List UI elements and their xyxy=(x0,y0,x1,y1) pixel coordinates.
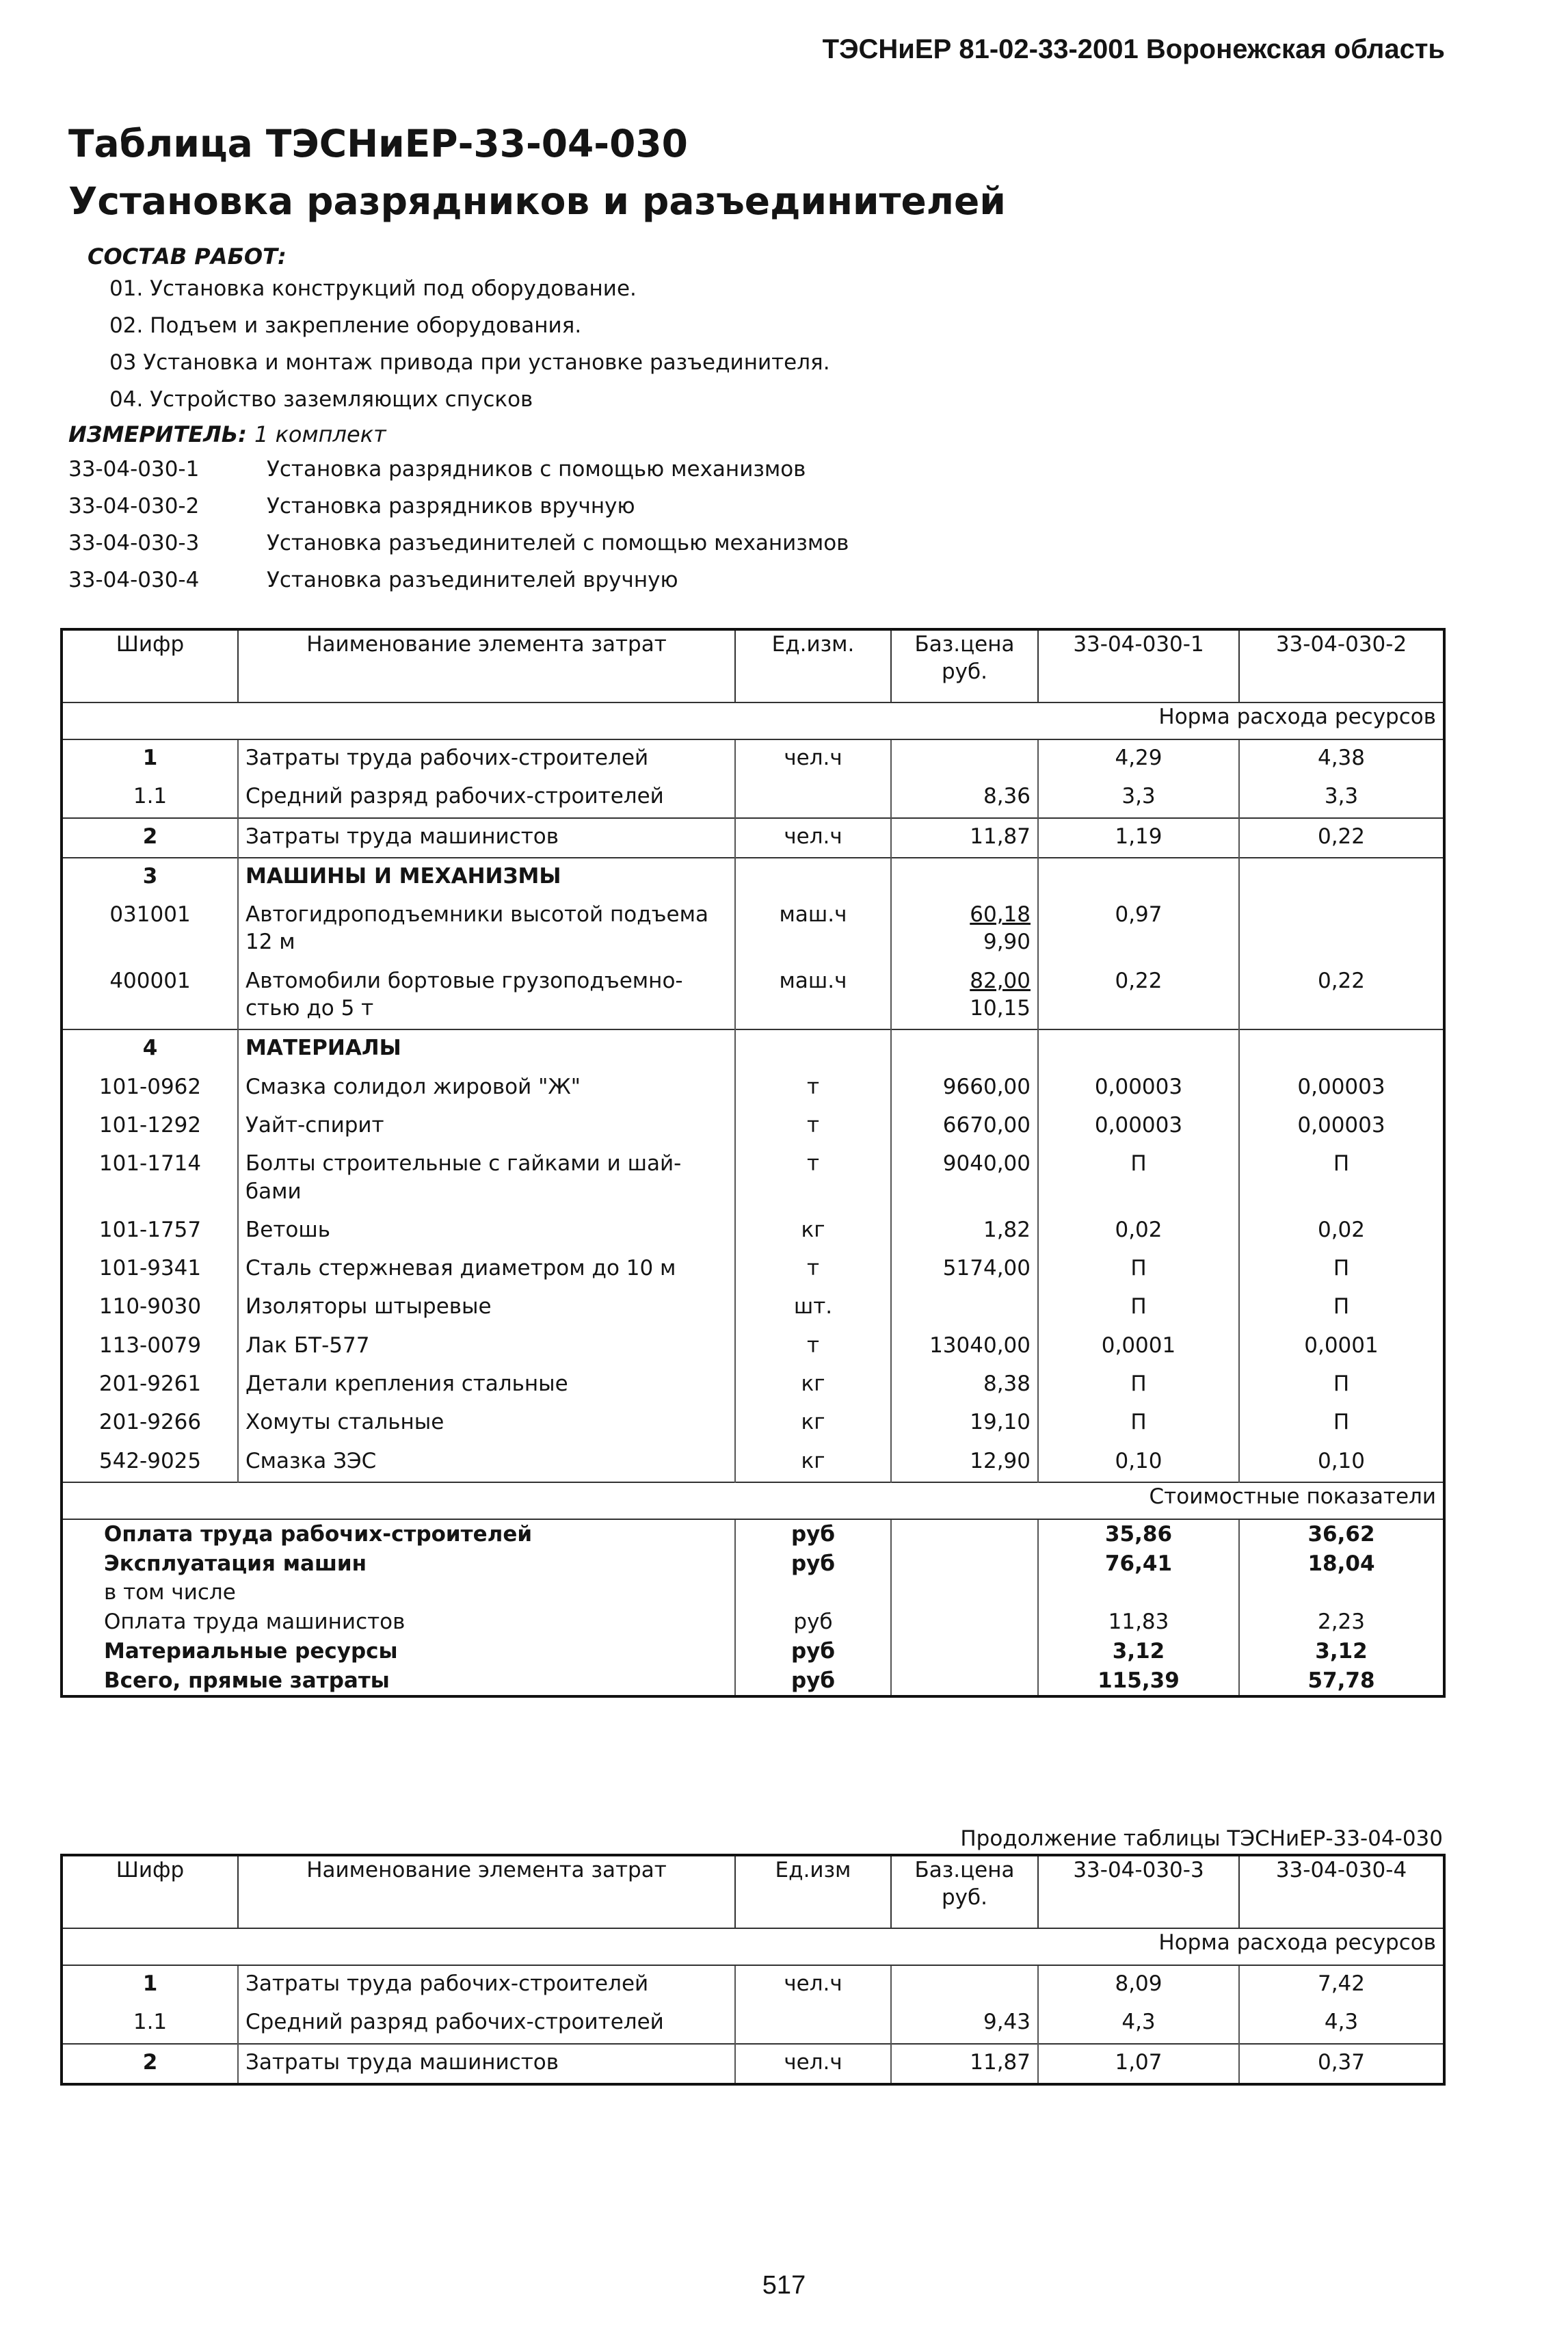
row-price: 19,10 xyxy=(891,1404,1038,1443)
total-row xyxy=(62,1549,1444,1579)
table-row xyxy=(62,1328,1444,1366)
page-number: 517 xyxy=(762,2271,806,2300)
row-value-1 xyxy=(1038,858,1239,897)
row-value-1: П xyxy=(1038,1289,1239,1327)
row-price: 9660,00 xyxy=(891,1069,1038,1107)
total-row xyxy=(62,1607,1444,1637)
total-price xyxy=(891,1666,1038,1697)
row-value-1: 0,00003 xyxy=(1038,1069,1239,1107)
total-value-2: 2,23 xyxy=(1239,1607,1444,1637)
total-value-1: 11,83 xyxy=(1038,1607,1239,1637)
total-name: Эксплуатация машин xyxy=(104,1551,367,1576)
row-unit: кг xyxy=(735,1443,891,1482)
total-name: Оплата труда рабочих-строителей xyxy=(104,1521,533,1547)
row-name: Лак БТ-577 xyxy=(238,1328,735,1366)
cost-caption: Стоимостные показатели xyxy=(62,1482,1444,1519)
row-name: МАТЕРИАЛЫ xyxy=(238,1029,735,1068)
row-price: 6670,00 xyxy=(891,1107,1038,1146)
row-price: 11,87 xyxy=(891,818,1038,858)
code-id: 33-04-030-2 xyxy=(68,494,200,518)
total-value-2: 3,12 xyxy=(1239,1637,1444,1666)
row-unit: т xyxy=(735,1328,891,1366)
work-item: 03 Установка и монтаж привода при установке разъединителя. xyxy=(109,350,830,375)
row-unit: чел.ч xyxy=(735,818,891,858)
row-price: 1,82 xyxy=(891,1212,1038,1250)
row-value-1: 0,22 xyxy=(1038,963,1239,1030)
section-row-materials xyxy=(62,1029,1444,1068)
row-value-1: 4,29 xyxy=(1038,739,1239,778)
row-unit xyxy=(735,1029,891,1068)
row-price: 13040,00 xyxy=(891,1328,1038,1366)
row-name: Средний разряд рабочих-строителей xyxy=(238,778,735,817)
total-value-1: 3,12 xyxy=(1038,1637,1239,1666)
total-value-2: 36,62 xyxy=(1239,1519,1444,1549)
table-row xyxy=(62,818,1444,858)
row-name: Болты строительные с гайками и шай-бами xyxy=(238,1146,735,1212)
row-code: 101-1757 xyxy=(98,1217,202,1242)
row-price xyxy=(891,963,1038,1030)
row-value-2: 0,22 xyxy=(1239,963,1444,1030)
table-row xyxy=(62,1289,1444,1327)
work-item: 01. Установка конструкций под оборудование. xyxy=(109,276,637,301)
col-header-code-4: 33-04-030-4 xyxy=(1239,1855,1444,1928)
col-header-name: Наименование элемента затрат xyxy=(238,629,735,702)
table-row xyxy=(62,1404,1444,1443)
row-price xyxy=(891,1289,1038,1327)
row-price: 9040,00 xyxy=(891,1146,1038,1212)
row-value-1: 4,3 xyxy=(1038,2004,1239,2043)
total-name: Материальные ресурсы xyxy=(104,1638,398,1664)
resource-table-2 xyxy=(60,1854,1446,2086)
col-header-code-3: 33-04-030-3 xyxy=(1038,1855,1239,1928)
code-id: 33-04-030-1 xyxy=(68,457,200,482)
row-value-2: 0,02 xyxy=(1239,1212,1444,1250)
table-row xyxy=(62,1212,1444,1250)
row-name: Автогидроподъемники высотой подъема 12 м xyxy=(238,897,735,963)
continuation-caption: Продолжение таблицы ТЭСНиЕР-33-04-030 xyxy=(960,1826,1443,1851)
col-header-code-2: 33-04-030-2 xyxy=(1239,629,1444,702)
work-item: 02. Подъем и закрепление оборудования. xyxy=(109,313,582,338)
table-row xyxy=(62,1250,1444,1289)
table-row xyxy=(62,1146,1444,1212)
row-value-1: П xyxy=(1038,1366,1239,1404)
row-value-2: 7,42 xyxy=(1239,1965,1444,2004)
total-row xyxy=(62,1578,1444,1607)
total-unit: руб xyxy=(735,1519,891,1549)
col-header-unit: Ед.изм. xyxy=(735,629,891,702)
row-price: 8,38 xyxy=(891,1366,1038,1404)
row-code: 2 xyxy=(62,2044,238,2084)
norm-caption-row xyxy=(62,1928,1444,1965)
row-price: 12,90 xyxy=(891,1443,1038,1482)
row-price xyxy=(891,858,1038,897)
row-unit: чел.ч xyxy=(735,2044,891,2084)
row-code: 1 xyxy=(142,746,158,770)
row-name: МАШИНЫ И МЕХАНИЗМЫ xyxy=(238,858,735,897)
table-row xyxy=(62,778,1444,817)
row-name: Затраты труда рабочих-строителей xyxy=(238,1965,735,2004)
row-value-2: 3,3 xyxy=(1239,778,1444,817)
measure-label: ИЗМЕРИТЕЛЬ: xyxy=(68,421,247,447)
col-header-code-1: 33-04-030-1 xyxy=(1038,629,1239,702)
total-price xyxy=(891,1637,1038,1666)
table-header-row xyxy=(62,1855,1444,1928)
total-name: Оплата труда машинистов xyxy=(104,1610,406,1635)
row-value-2: П xyxy=(1239,1146,1444,1212)
total-name: в том числе xyxy=(104,1580,236,1605)
table-row xyxy=(62,2044,1444,2084)
row-code: 542-9025 xyxy=(98,1448,202,1473)
total-value-1: 115,39 xyxy=(1038,1666,1239,1697)
row-unit xyxy=(735,778,891,817)
total-value-2 xyxy=(1239,1578,1444,1607)
row-name: Автомобили бортовые грузоподъемно-стью до 5 т xyxy=(238,963,735,1030)
row-value-1: 8,09 xyxy=(1038,1965,1239,2004)
row-name: Ветошь xyxy=(238,1212,735,1250)
col-header-price: Баз.цена руб. xyxy=(891,629,1038,702)
code-id: 33-04-030-3 xyxy=(68,531,200,555)
price-labor: 10,15 xyxy=(970,996,1031,1021)
row-value-2 xyxy=(1239,897,1444,963)
total-value-1 xyxy=(1038,1578,1239,1607)
row-code: 101-1714 xyxy=(98,1151,202,1177)
row-code: 3 xyxy=(62,858,238,897)
row-value-2: 0,00003 xyxy=(1239,1069,1444,1107)
row-value-1: 1,19 xyxy=(1038,818,1239,858)
row-name: Сталь стержневая диаметром до 10 м xyxy=(238,1250,735,1289)
table-row xyxy=(62,739,1444,778)
row-code: 031001 xyxy=(109,902,191,928)
row-code: 101-0962 xyxy=(98,1074,202,1099)
row-unit xyxy=(735,2004,891,2043)
total-row xyxy=(62,1519,1444,1549)
row-value-2 xyxy=(1239,1029,1444,1068)
col-header-unit: Ед.изм xyxy=(735,1855,891,1928)
total-value-1: 35,86 xyxy=(1038,1519,1239,1549)
row-code: 1.1 xyxy=(133,2010,168,2035)
row-name: Детали крепления стальные xyxy=(238,1366,735,1404)
price-base: 82,00 xyxy=(970,968,1031,993)
row-value-2: 0,37 xyxy=(1239,2044,1444,2084)
row-value-1: 3,3 xyxy=(1038,778,1239,817)
row-code: 4 xyxy=(62,1029,238,1068)
row-value-1: 0,0001 xyxy=(1038,1328,1239,1366)
row-unit: т xyxy=(735,1069,891,1107)
row-value-1: П xyxy=(1038,1250,1239,1289)
table-row xyxy=(62,2004,1444,2043)
row-unit: шт. xyxy=(735,1289,891,1327)
row-unit: чел.ч xyxy=(735,739,891,778)
row-unit: т xyxy=(735,1250,891,1289)
total-unit: руб xyxy=(735,1607,891,1637)
row-code: 400001 xyxy=(109,968,191,993)
resource-table-1 xyxy=(60,628,1446,1698)
row-name: Затраты труда машинистов xyxy=(238,2044,735,2084)
col-header-price: Баз.цена руб. xyxy=(891,1855,1038,1928)
code-desc: Установка разъединителей вручную xyxy=(267,568,678,592)
row-value-2: 4,3 xyxy=(1239,2004,1444,2043)
document-header: ТЭСНиЕР 81-02-33-2001 Воронежская область xyxy=(822,34,1445,64)
total-price xyxy=(891,1549,1038,1579)
table-row xyxy=(62,1366,1444,1404)
row-value-2 xyxy=(1239,858,1444,897)
row-code: 1 xyxy=(142,1971,158,1996)
row-value-2: 4,38 xyxy=(1239,739,1444,778)
row-name: Затраты труда рабочих-строителей xyxy=(238,739,735,778)
measure-unit: 1 комплект xyxy=(254,421,386,447)
row-code: 201-9261 xyxy=(98,1371,202,1397)
row-name: Затраты труда машинистов xyxy=(238,818,735,858)
row-value-2: 0,0001 xyxy=(1239,1328,1444,1366)
row-value-1: П xyxy=(1038,1146,1239,1212)
total-unit: руб xyxy=(735,1666,891,1697)
table-id-title: Таблица ТЭСНиЕР-33-04-030 xyxy=(68,122,688,166)
row-value-2: П xyxy=(1239,1289,1444,1327)
price-base: 60,18 xyxy=(970,902,1031,928)
norm-caption: Норма расхода ресурсов xyxy=(62,702,1444,739)
work-composition-label: СОСТАВ РАБОТ: xyxy=(88,244,287,270)
table-row xyxy=(62,1965,1444,2004)
code-desc: Установка разрядников вручную xyxy=(267,494,635,518)
norm-caption: Норма расхода ресурсов xyxy=(62,1928,1444,1965)
code-desc: Установка разъединителей с помощью механизмов xyxy=(267,531,849,555)
table-row xyxy=(62,1107,1444,1146)
row-value-2: 0,00003 xyxy=(1239,1107,1444,1146)
row-value-1: П xyxy=(1038,1404,1239,1443)
table-row xyxy=(62,897,1444,963)
row-value-1: 0,00003 xyxy=(1038,1107,1239,1146)
code-desc: Установка разрядников с помощью механизмов xyxy=(267,457,806,482)
row-value-1: 0,10 xyxy=(1038,1443,1239,1482)
norm-caption-row xyxy=(62,702,1444,739)
row-price: 5174,00 xyxy=(891,1250,1038,1289)
total-row xyxy=(62,1666,1444,1697)
row-value-2: П xyxy=(1239,1404,1444,1443)
row-value-1: 1,07 xyxy=(1038,2044,1239,2084)
row-code: 101-1292 xyxy=(98,1112,202,1138)
row-price xyxy=(891,1965,1038,2004)
row-code: 1.1 xyxy=(133,784,168,809)
total-unit: руб xyxy=(735,1637,891,1666)
row-value-2: П xyxy=(1239,1366,1444,1404)
table-row xyxy=(62,963,1444,1030)
work-item: 04. Устройство заземляющих спусков xyxy=(109,387,533,412)
row-unit: кг xyxy=(735,1212,891,1250)
row-name: Хомуты стальные xyxy=(238,1404,735,1443)
total-row xyxy=(62,1637,1444,1666)
row-unit: кг xyxy=(735,1404,891,1443)
total-price xyxy=(891,1607,1038,1637)
row-unit xyxy=(735,858,891,897)
row-value-2: П xyxy=(1239,1250,1444,1289)
code-id: 33-04-030-4 xyxy=(68,568,200,592)
total-unit xyxy=(735,1578,891,1607)
section-row-machines xyxy=(62,858,1444,897)
total-value-2: 18,04 xyxy=(1239,1549,1444,1579)
row-value-1: 0,02 xyxy=(1038,1212,1239,1250)
row-code: 110-9030 xyxy=(98,1294,202,1319)
row-unit: кг xyxy=(735,1366,891,1404)
row-unit: маш.ч xyxy=(735,963,891,1030)
price-labor: 9,90 xyxy=(983,930,1031,955)
table-row xyxy=(62,1443,1444,1482)
cost-caption-row xyxy=(62,1482,1444,1519)
row-price xyxy=(891,1029,1038,1068)
row-value-1 xyxy=(1038,1029,1239,1068)
total-price xyxy=(891,1578,1038,1607)
row-unit: т xyxy=(735,1146,891,1212)
total-unit: руб xyxy=(735,1549,891,1579)
row-price: 11,87 xyxy=(891,2044,1038,2084)
row-code: 201-9266 xyxy=(98,1410,202,1435)
total-value-1: 76,41 xyxy=(1038,1549,1239,1579)
total-value-2: 57,78 xyxy=(1239,1666,1444,1697)
table-name-title: Установка разрядников и разъединителей xyxy=(68,179,1006,223)
row-name: Смазка солидол жировой "Ж" xyxy=(238,1069,735,1107)
table-header-row xyxy=(62,629,1444,702)
row-value-1: 0,97 xyxy=(1038,897,1239,963)
row-price: 8,36 xyxy=(891,778,1038,817)
row-unit: маш.ч xyxy=(735,897,891,963)
row-unit: т xyxy=(735,1107,891,1146)
row-value-2: 0,22 xyxy=(1239,818,1444,858)
row-price xyxy=(891,739,1038,778)
table-row xyxy=(62,1069,1444,1107)
row-code: 101-9341 xyxy=(98,1256,202,1281)
total-name: Всего, прямые затраты xyxy=(104,1668,390,1693)
total-price xyxy=(891,1519,1038,1549)
row-price: 9,43 xyxy=(891,2004,1038,2043)
row-value-2: 0,10 xyxy=(1239,1443,1444,1482)
row-name: Уайт-спирит xyxy=(238,1107,735,1146)
row-name: Смазка ЗЭС xyxy=(238,1443,735,1482)
col-header-cipher: Шифр xyxy=(62,1855,238,1928)
col-header-name: Наименование элемента затрат xyxy=(238,1855,735,1928)
col-header-cipher: Шифр xyxy=(62,629,238,702)
row-unit: чел.ч xyxy=(735,1965,891,2004)
row-price xyxy=(891,897,1038,963)
measure-line xyxy=(68,421,386,447)
row-code: 2 xyxy=(62,818,238,858)
row-name: Изоляторы штыревые xyxy=(238,1289,735,1327)
row-code: 113-0079 xyxy=(98,1332,202,1358)
row-name: Средний разряд рабочих-строителей xyxy=(238,2004,735,2043)
